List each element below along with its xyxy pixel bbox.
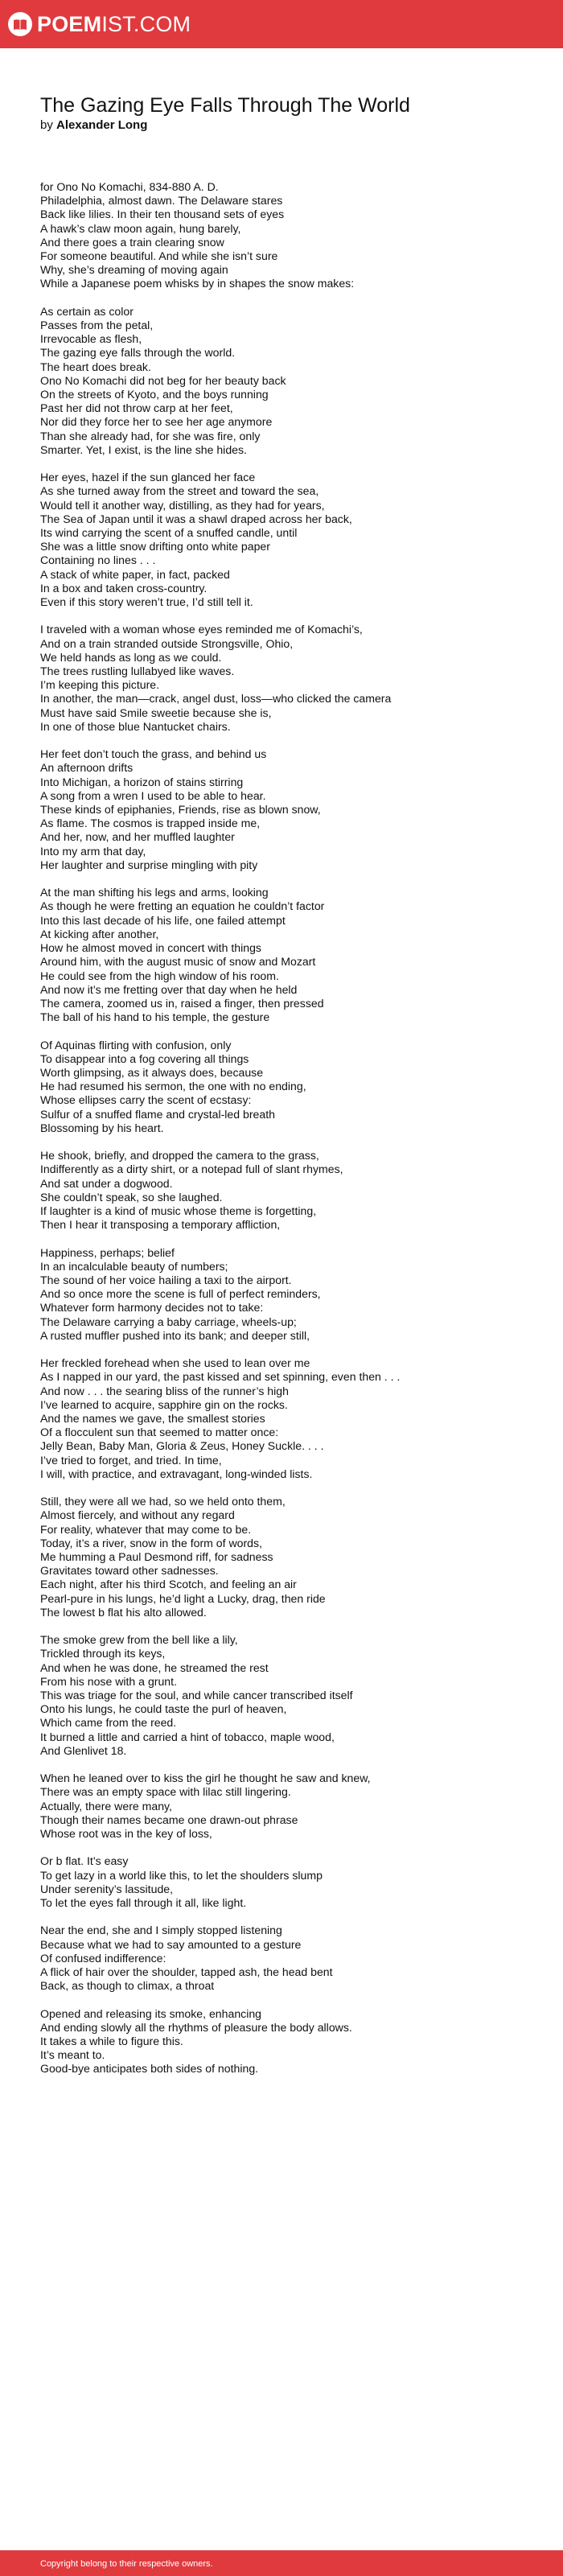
poem-line: The ball of his hand to his temple, the gesture: [40, 1010, 270, 1024]
site-logo[interactable]: [8, 11, 191, 37]
poem-line: Indifferently as a dirty shirt, or a notepad full of slant rhymes,: [40, 1162, 343, 1176]
poem-line: To let the eyes fall through it all, like light.: [40, 1895, 247, 1909]
poem-line: And now it’s me fretting over that day when he held: [40, 982, 298, 996]
poem-line: And so once more the scene is full of perfect reminders,: [40, 1287, 321, 1301]
poem-stanza: [40, 1495, 539, 1619]
poem-line: At kicking after another,: [40, 927, 159, 940]
poem-line: For someone beautiful. And while she isn’t sure: [40, 249, 278, 263]
poem-line: In another, the man—crack, angel dust, loss—who clicked the camera: [40, 692, 392, 706]
poem-line: He shook, briefly, and dropped the camera to the grass,: [40, 1149, 319, 1162]
poem-stanza: [40, 1039, 539, 1135]
poem-stanza: [40, 305, 539, 457]
poem-line: At the man shifting his legs and arms, looking: [40, 886, 269, 899]
poem-line: A song from a wren I used to be able to hear.: [40, 788, 266, 802]
poem-line: Containing no lines . . .: [40, 553, 156, 567]
poem-line: Though their names became one drawn-out phrase: [40, 1813, 298, 1826]
poem-line: On the streets of Kyoto, and the boys running: [40, 388, 269, 401]
poem-line: Of Aquinas flirting with confusion, only: [40, 1038, 232, 1051]
poem-line: How he almost moved in concert with things: [40, 941, 261, 955]
book-icon: [8, 12, 32, 36]
poem-line: As certain as color: [40, 304, 134, 318]
poem-line: I traveled with a woman whose eyes reminded me of Komachi’s,: [40, 623, 363, 636]
poem-line: The camera, zoomed us in, raised a finger, then pressed: [40, 996, 324, 1010]
site-footer: [0, 2550, 563, 2576]
poem-stanza: [40, 623, 539, 734]
poem-line: I’ve tried to forget, and tried. In time,: [40, 1453, 222, 1467]
poem-line: The lowest b flat his alto allowed.: [40, 1605, 207, 1619]
poem-line: Passes from the petal,: [40, 319, 154, 332]
poem-line: Ono No Komachi did not beg for her beauty back: [40, 373, 286, 387]
poem-line: It takes a while to figure this.: [40, 2034, 183, 2047]
poem-line: And the names we gave, the smallest stories: [40, 1411, 265, 1425]
poem-line: And on a train stranded outside Strongsville, Ohio,: [40, 636, 294, 650]
poem-line: A hawk’s claw moon again, hung barely,: [40, 221, 241, 235]
poem-line: Nor did they force her to see her age anymore: [40, 415, 273, 429]
poem-line: Her feet don’t touch the grass, and behind us: [40, 747, 267, 761]
poem-stanza: [40, 747, 539, 872]
poem-line: Into my arm that day,: [40, 844, 146, 858]
poem-stanza: [40, 1356, 539, 1481]
poem-header: [40, 93, 539, 133]
site-logo-text: POEMIST.COM: [37, 12, 191, 36]
poem-line: Sulfur of a snuffed flame and crystal-led breath: [40, 1107, 275, 1121]
poem-line: Its wind carrying the scent of a snuffed candle, until: [40, 526, 298, 540]
poem-stanza: [40, 886, 539, 1024]
poem-line: As flame. The cosmos is trapped inside me,: [40, 817, 261, 830]
poem-line: And now . . . the searing bliss of the runner’s high: [40, 1384, 289, 1397]
poem-line: I’ve learned to acquire, sapphire gin on the rocks.: [40, 1397, 288, 1411]
poem-stanza: [40, 1633, 539, 1758]
poem-line: Irrevocable as flesh,: [40, 332, 142, 346]
poem-line: Which came from the reed.: [40, 1716, 177, 1730]
poem-line: To disappear into a fog covering all things: [40, 1051, 249, 1065]
poem-line: Of a flocculent sun that seemed to matter once:: [40, 1426, 279, 1439]
poem-line: Would tell it another way, distilling, as they had for years,: [40, 498, 325, 512]
poem-line: In an incalculable beauty of numbers;: [40, 1259, 228, 1273]
poem-line: Whose root was in the key of loss,: [40, 1826, 212, 1840]
poem-line: An afternoon drifts: [40, 761, 134, 775]
poem-line: Must have said Smile sweetie because she is,: [40, 706, 272, 719]
poem-line: The smoke grew from the bell like a lily,: [40, 1633, 238, 1647]
poem-line: Jelly Bean, Baby Man, Gloria & Zeus, Honey Suckle. . . .: [40, 1439, 324, 1453]
poem-line: We held hands as long as we could.: [40, 650, 222, 664]
poem-stanza: [40, 180, 539, 291]
poem-line: When he leaned over to kiss the girl he thought he saw and knew,: [40, 1772, 371, 1785]
poem-line: From his nose with a grunt.: [40, 1674, 177, 1688]
poem-line: Pearl-pure in his lungs, he’d light a Lucky, drag, then ride: [40, 1591, 326, 1605]
copyright-notice: Copyright belong to their respective owners.: [40, 2559, 213, 2569]
poem-line: Into Michigan, a horizon of stains stirring: [40, 775, 244, 788]
poem-line: Around him, with the august music of snow and Mozart: [40, 955, 316, 969]
poem-line: Happiness, perhaps; belief: [40, 1245, 175, 1259]
poem-line: The Sea of Japan until it was a shawl draped across her back,: [40, 512, 352, 525]
poem-stanza: [40, 1149, 539, 1232]
poem-line: And sat under a dogwood.: [40, 1176, 173, 1190]
poem-line: Gravitates toward other sadnesses.: [40, 1564, 219, 1578]
poem-line: A flick of hair over the shoulder, tapped ash, the head bent: [40, 1965, 333, 1978]
poem-line: Blossoming by his heart.: [40, 1121, 164, 1134]
poem-line: Almost fiercely, and without any regard: [40, 1508, 235, 1522]
poem-stanza: [40, 471, 539, 609]
poem-line: Actually, there were many,: [40, 1799, 172, 1813]
poem-line: Than she already had, for she was fire, only: [40, 429, 261, 442]
poem-line: Her laughter and surprise mingling with pity: [40, 858, 258, 871]
poem-stanza: [40, 1246, 539, 1343]
poem-line: Back, as though to climax, a throat: [40, 1979, 215, 1993]
poem-line: To get lazy in a world like this, to let the shoulders slump: [40, 1868, 323, 1882]
poem-line: There was an empty space with lilac still lingering.: [40, 1785, 291, 1799]
poem-line: Of confused indifference:: [40, 1951, 166, 1965]
poem-line: Because what we had to say amounted to a gesture: [40, 1937, 302, 1951]
poem-line: The sound of her voice hailing a taxi to the airport.: [40, 1273, 292, 1286]
poem-author[interactable]: Alexander Long: [56, 118, 148, 132]
poem-line: It’s meant to.: [40, 2048, 105, 2062]
poem-line: Today, it’s a river, snow in the form of words,: [40, 1536, 262, 1549]
poem-line: Opened and releasing its smoke, enhancing: [40, 2006, 262, 2020]
poem-line: Trickled through its keys,: [40, 1647, 166, 1660]
poem-line: The trees rustling lullabyed like waves.: [40, 665, 235, 678]
poem-line: Past her did not throw carp at her feet,: [40, 401, 233, 415]
poem-line: This was triage for the soul, and while cancer transcribed itself: [40, 1688, 353, 1702]
poem-line: for Ono No Komachi, 834-880 A. D.: [40, 180, 219, 193]
poem-line: Onto his lungs, he could taste the purl of heaven,: [40, 1702, 287, 1716]
poem-stanza: [40, 2007, 539, 2076]
poem-line: In one of those blue Nantucket chairs.: [40, 719, 231, 733]
poem-line: And ending slowly all the rhythms of pleasure the body allows.: [40, 2020, 352, 2034]
byline-label: by: [40, 118, 53, 132]
poem-line: Then I hear it transposing a temporary affliction,: [40, 1218, 281, 1232]
poem-line: Smarter. Yet, I exist, is the line she hides.: [40, 442, 247, 456]
poem-line: Good-bye anticipates both sides of nothing.: [40, 2062, 259, 2076]
poem-line: Her eyes, hazel if the sun glanced her face: [40, 471, 256, 484]
poem-line: I’m keeping this picture.: [40, 678, 160, 692]
poem-line: And when he was done, he streamed the rest: [40, 1660, 269, 1674]
site-header: [0, 0, 563, 48]
poem-line: She couldn’t speak, so she laughed.: [40, 1190, 223, 1204]
poem-line: She was a little snow drifting onto white paper: [40, 540, 270, 553]
poem-line: Why, she’s dreaming of moving again: [40, 263, 228, 277]
poem-line: The gazing eye falls through the world.: [40, 346, 236, 360]
poem-line: And there goes a train clearing snow: [40, 235, 224, 249]
poem-line: Worth glimpsing, as it always does, because: [40, 1065, 264, 1079]
poem-line: Each night, after his third Scotch, and feeling an air: [40, 1578, 297, 1591]
poem-line: Still, they were all we had, so we held onto them,: [40, 1495, 286, 1508]
poem-line: He had resumed his sermon, the one with no ending,: [40, 1080, 306, 1093]
poem-line: The heart does break.: [40, 360, 151, 373]
poem-line: A rusted muffler pushed into its bank; and deeper still,: [40, 1328, 310, 1342]
poem-line: If laughter is a kind of music whose theme is forgetting,: [40, 1204, 317, 1217]
poem-line: Near the end, she and I simply stopped listening: [40, 1924, 282, 1937]
poem-line: As she turned away from the street and toward the sea,: [40, 484, 319, 498]
poem-line: It burned a little and carried a hint of tobacco, maple wood,: [40, 1730, 335, 1743]
poem-stanza: [40, 1924, 539, 1993]
poem-line: Me humming a Paul Desmond riff, for sadness: [40, 1549, 273, 1563]
poem-line: Philadelphia, almost dawn. The Delaware stares: [40, 194, 283, 208]
poem-body: [40, 180, 539, 2090]
poem-line: As I napped in our yard, the past kissed and set spinning, even then . . .: [40, 1370, 401, 1384]
poem-line: I will, with practice, and extravagant, long-winded lists.: [40, 1467, 313, 1480]
poem-line: Whatever form harmony decides not to take:: [40, 1301, 264, 1315]
poem-line: As though he were fretting an equation he couldn’t factor: [40, 899, 325, 913]
poem-line: Or b flat. It’s easy: [40, 1854, 129, 1868]
poem-line: These kinds of epiphanies, Friends, rise as blown snow,: [40, 803, 321, 817]
poem-line: Under serenity’s lassitude,: [40, 1882, 174, 1895]
poem-line: For reality, whatever that may come to be.: [40, 1522, 252, 1536]
poem-line: The Delaware carrying a baby carriage, wheels-up;: [40, 1315, 297, 1328]
poem-line: Her freckled forehead when she used to lean over me: [40, 1356, 310, 1370]
poem-byline: [40, 118, 539, 133]
poem-line: He could see from the high window of his room.: [40, 969, 279, 982]
poem-line: Even if this story weren’t true, I’d still tell it.: [40, 595, 253, 609]
poem-line: And her, now, and her muffled laughter: [40, 830, 235, 844]
poem-line: And Glenlivet 18.: [40, 1743, 127, 1757]
poem-stanza: [40, 1772, 539, 1841]
poem-line: Whose ellipses carry the scent of ecstasy:: [40, 1093, 252, 1107]
poem-title: The Gazing Eye Falls Through The World: [40, 94, 410, 117]
poem-line: A stack of white paper, in fact, packed: [40, 567, 230, 581]
poem-line: Back like lilies. In their ten thousand sets of eyes: [40, 208, 285, 221]
poem-stanza: [40, 1854, 539, 1910]
poem-line: In a box and taken cross-country.: [40, 581, 208, 595]
poem-line: Into this last decade of his life, one failed attempt: [40, 913, 286, 927]
poem-line: While a Japanese poem whisks by in shapes the snow makes:: [40, 277, 355, 290]
